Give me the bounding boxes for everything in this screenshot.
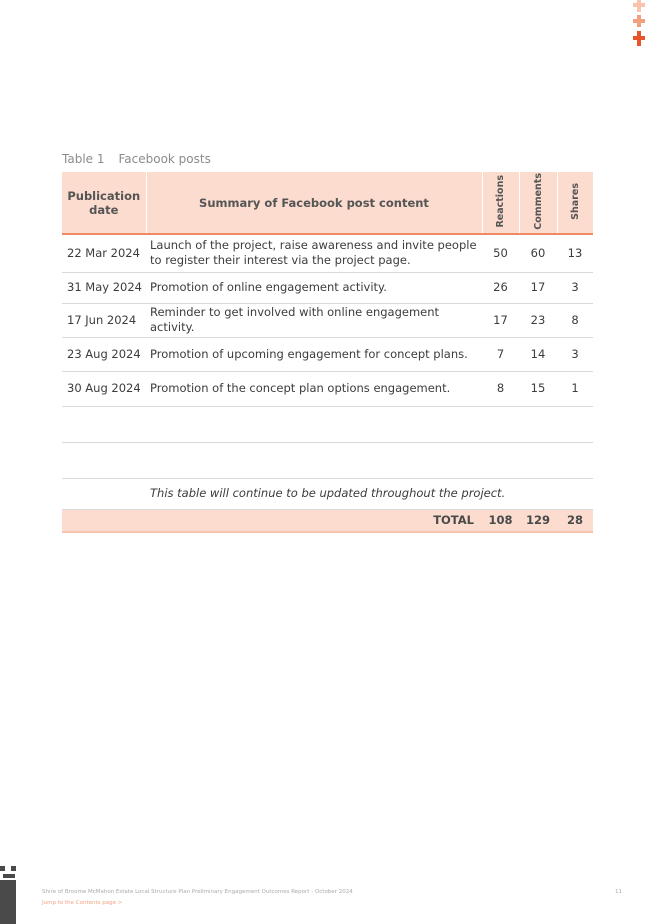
row-reactions: 8 [482,371,519,406]
row-reactions: 17 [482,303,519,337]
empty-cell [62,442,593,478]
row-shares: 3 [557,337,593,371]
row-date: 22 Mar 2024 [62,234,146,272]
total-shares: 28 [557,509,593,532]
row-shares: 13 [557,234,593,272]
row-summary: Promotion of online engagement activity. [146,272,482,303]
row-comments: 17 [519,272,557,303]
row-reactions: 7 [482,337,519,371]
table-row [62,337,593,371]
row-reactions: 26 [482,272,519,303]
row-shares: 1 [557,371,593,406]
decorative-crosses-icon [633,0,653,50]
total-label: TOTAL [62,509,482,532]
row-comments: 15 [519,371,557,406]
footer-title: Shire of Broome McMahon Estate Local Structure Plan Preliminary Engagement Outcomes Report - October 2024 [42,889,353,895]
header-publication-date: Publication date [62,172,146,234]
facebook-posts-table [62,172,593,533]
row-summary: Reminder to get involved with online engagement activity. [146,303,482,337]
header-shares [557,172,593,234]
row-summary: Launch of the project, raise awareness and invite people to register their interest via the project page. [146,234,482,272]
row-date: 23 Aug 2024 [62,337,146,371]
row-summary: Promotion of the concept plan options engagement. [146,371,482,406]
contents-page-link[interactable]: Jump to the Contents page > [42,900,123,906]
total-reactions: 108 [482,509,519,532]
empty-row [62,442,593,478]
table-header-row [62,172,593,234]
total-row [62,509,593,532]
empty-row [62,406,593,442]
header-summary: Summary of Facebook post content [146,172,482,234]
table-row [62,371,593,406]
table-caption-number: Table 1 [62,152,105,166]
row-comments: 23 [519,303,557,337]
row-date: 31 May 2024 [62,272,146,303]
row-comments: 14 [519,337,557,371]
row-summary: Promotion of upcoming engagement for concept plans. [146,337,482,371]
page-number: 11 [615,889,622,895]
table-row [62,303,593,337]
empty-cell [62,406,593,442]
row-date: 17 Jun 2024 [62,303,146,337]
building-logo-icon [0,866,18,924]
table-row [62,234,593,272]
table-row [62,272,593,303]
table-note-row [62,478,593,509]
table-caption-title: Facebook posts [118,152,211,166]
table-caption [62,152,211,166]
header-shares-label: Shares [569,182,581,220]
note-spacer [62,478,146,509]
row-date: 30 Aug 2024 [62,371,146,406]
header-comments-label: Comments [532,172,544,230]
header-comments [519,172,557,234]
header-reactions-label: Reactions [495,174,506,228]
row-reactions: 50 [482,234,519,272]
total-comments: 129 [519,509,557,532]
row-shares: 8 [557,303,593,337]
header-reactions [482,172,519,234]
row-shares: 3 [557,272,593,303]
row-comments: 60 [519,234,557,272]
table-note: This table will continue to be updated throughout the project. [146,478,593,509]
